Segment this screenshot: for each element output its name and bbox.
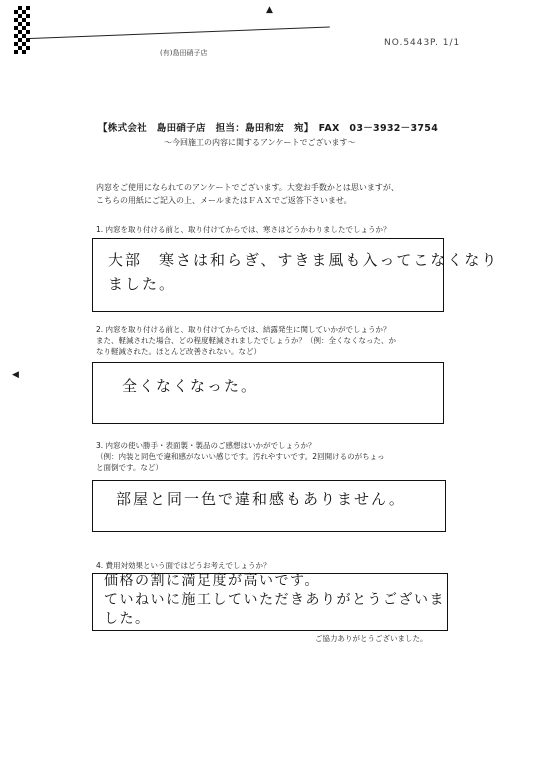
answer-line: ました。 bbox=[108, 275, 177, 293]
answer-line: 価格の割に満足度が高いです。 bbox=[104, 573, 320, 589]
company-header: 【株式会社 島田硝子店 担当：島田和宏 宛】 FAX 03－3932－3754 bbox=[98, 123, 439, 134]
intro-text bbox=[96, 181, 476, 207]
answer-4 bbox=[104, 572, 445, 629]
fax-ref-number: NO.5443 bbox=[384, 38, 431, 48]
question-3 bbox=[96, 440, 456, 473]
fax-sender-mark: (有)島田硝子店 bbox=[160, 49, 208, 57]
question-4 bbox=[96, 560, 456, 571]
answer-line: ていねいに施工していただきありがとうございま bbox=[104, 592, 445, 608]
intro-line: こちらの用紙にご記入の上、メールまたはＦＡＸでご返答下さいませ。 bbox=[96, 196, 352, 205]
answer-3 bbox=[116, 487, 406, 511]
question-1 bbox=[96, 224, 456, 235]
fax-page-number: P. 1/1 bbox=[430, 38, 461, 48]
answer-line: 大部 寒さは和らぎ、すきま風も入ってこなくなり bbox=[108, 251, 499, 269]
question-2 bbox=[96, 324, 456, 357]
question-line: 1. 内窓を取り付ける前と、取り付けてからでは、寒さはどうかわりましたでしょうか？ bbox=[96, 225, 391, 234]
fax-corner-pattern bbox=[14, 6, 30, 54]
question-line: また、軽減された場合、どの程度軽減されましたでしょうか？（例：全くなくなった、か bbox=[96, 336, 396, 345]
question-line: 3. 内窓の使い勝手・表面製・製品のご感想はいかがでしょうか？ bbox=[96, 441, 316, 450]
survey-subtitle: ～今回施工の内容に関するアンケートでございます～ bbox=[164, 138, 356, 147]
answer-line: 部屋と同一色で違和感もありません。 bbox=[116, 490, 406, 508]
question-line: 4. 費用対効果という面ではどうお考えでしょうか？ bbox=[96, 561, 271, 570]
fax-header-line bbox=[30, 26, 330, 39]
answer-line: した。 bbox=[104, 611, 151, 627]
answer-1 bbox=[108, 248, 498, 296]
question-line: なり軽減された。ほとんど改善されない。など） bbox=[96, 347, 261, 356]
thanks-text: ご協力ありがとうございました。 bbox=[315, 634, 428, 643]
question-line: 2. 内窓を取り付ける前と、取り付けてからでは、結露発生に関していかがでしょうか？ bbox=[96, 325, 391, 334]
answer-line: 全くなくなった。 bbox=[122, 377, 259, 395]
intro-line: 内窓をご使用になられてのアンケートでございます。大変お手数かとは思いますが、 bbox=[96, 183, 399, 192]
answer-2 bbox=[122, 374, 258, 398]
fax-top-marker-icon: ▲ bbox=[266, 5, 273, 15]
fax-left-marker-icon: ◀ bbox=[12, 370, 19, 380]
question-line: （例：内装と同色で違和感がないい感じです。汚れやすいです。2回開けるのがちょっ bbox=[96, 452, 385, 461]
question-line: と面倒です。など） bbox=[96, 463, 163, 472]
